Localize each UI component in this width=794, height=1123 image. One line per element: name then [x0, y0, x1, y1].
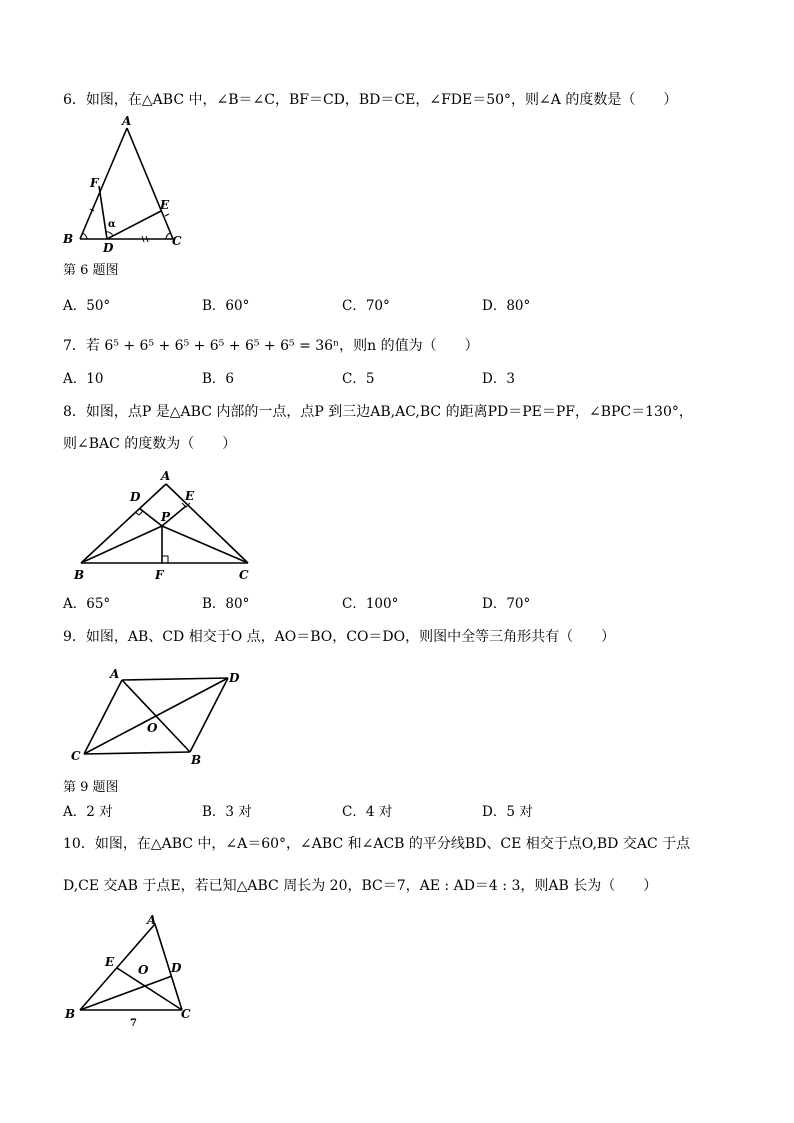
q6-label-B: B	[63, 232, 74, 246]
q9-label-O: O	[147, 721, 158, 735]
q7-option-d[interactable]: D．3	[482, 371, 515, 387]
q8-label-C: C	[239, 568, 249, 582]
q6-option-d[interactable]: D．80°	[482, 298, 531, 314]
q6-option-a[interactable]: A．50°	[63, 298, 111, 314]
q6-label-C: C	[172, 234, 182, 248]
q8-stem-line2: 则∠BAC 的度数为（ ）	[63, 436, 237, 452]
q8-label-D: D	[130, 490, 141, 504]
q9-option-d[interactable]: D．5 对	[482, 804, 533, 820]
q9-figure	[66, 666, 256, 770]
q10-label-A: A	[147, 913, 157, 927]
q8-label-P: P	[161, 510, 171, 524]
q6-label-D: D	[103, 241, 114, 255]
q6-stem: 6．如图，在△ABC 中，∠B＝∠C，BF＝CD，BD＝CE，∠FDE＝50°，则∠A 的度数是（ ）	[63, 92, 678, 108]
q10-label-C: C	[181, 1007, 191, 1021]
q7-option-a[interactable]: A．10	[63, 371, 104, 387]
q8-label-F: F	[155, 568, 164, 582]
q6-label-E: E	[160, 198, 170, 212]
q9-label-B: B	[191, 753, 202, 767]
q8-option-a[interactable]: A．65°	[63, 596, 111, 612]
q10-label-E: E	[105, 955, 115, 969]
q9-option-b[interactable]: B．3 对	[202, 804, 252, 820]
q6-figure	[60, 115, 200, 255]
q9-label-A: A	[110, 667, 120, 681]
q6-option-b[interactable]: B．60°	[202, 298, 250, 314]
q8-stem-line1: 8．如图，点P 是△ABC 内部的一点，点P 到三边AB,AC,BC 的距离PD＝PE＝PF，∠BPC＝130°，	[63, 404, 693, 420]
q10-label-D: D	[171, 961, 182, 975]
q9-caption: 第 9 题图	[63, 780, 119, 795]
q8-label-E: E	[185, 489, 195, 503]
q8-label-B: B	[74, 568, 85, 582]
q10-stem-line1: 10．如图，在△ABC 中，∠A＝60°，∠ABC 和∠ACB 的平分线BD、CE 相交于点O,BD 交AC 于点	[63, 836, 691, 852]
q10-figure	[60, 910, 210, 1030]
q9-option-c[interactable]: C．4 对	[342, 804, 393, 820]
q10-stem-line2: D,CE 交AB 于点E，若已知△ABC 周长为 20，BC＝7，AE : AD＝4 : 3，则AB 长为（ ）	[63, 878, 658, 894]
q8-label-A: A	[161, 469, 171, 483]
q10-label-O: O	[138, 963, 149, 977]
q9-label-D: D	[229, 671, 240, 685]
q7-option-b[interactable]: B．6	[202, 371, 235, 387]
q6-option-c[interactable]: C．70°	[342, 298, 390, 314]
q9-stem: 9．如图，AB、CD 相交于O 点，AO＝BO，CO＝DO，则图中全等三角形共有（ ）	[63, 629, 616, 645]
q9-label-C: C	[71, 749, 81, 763]
q8-option-d[interactable]: D．70°	[482, 596, 531, 612]
q6-caption: 第 6 题图	[63, 263, 119, 278]
q7-stem: 7．若 6⁵ + 6⁵ + 6⁵ + 6⁵ + 6⁵ + 6⁵ = 36ⁿ，则n 的值为（ ）	[63, 338, 479, 354]
q7-option-c[interactable]: C．5	[342, 371, 375, 387]
q6-label-alpha: α	[108, 219, 116, 230]
q6-label-F: F	[90, 176, 99, 190]
q8-figure	[66, 466, 256, 586]
q6-label-A: A	[122, 115, 132, 128]
q8-option-b[interactable]: B．80°	[202, 596, 250, 612]
q10-label-BC-length: 7	[130, 1018, 137, 1029]
q10-label-B: B	[65, 1007, 76, 1021]
q8-option-c[interactable]: C．100°	[342, 596, 399, 612]
q9-option-a[interactable]: A．2 对	[63, 804, 113, 820]
